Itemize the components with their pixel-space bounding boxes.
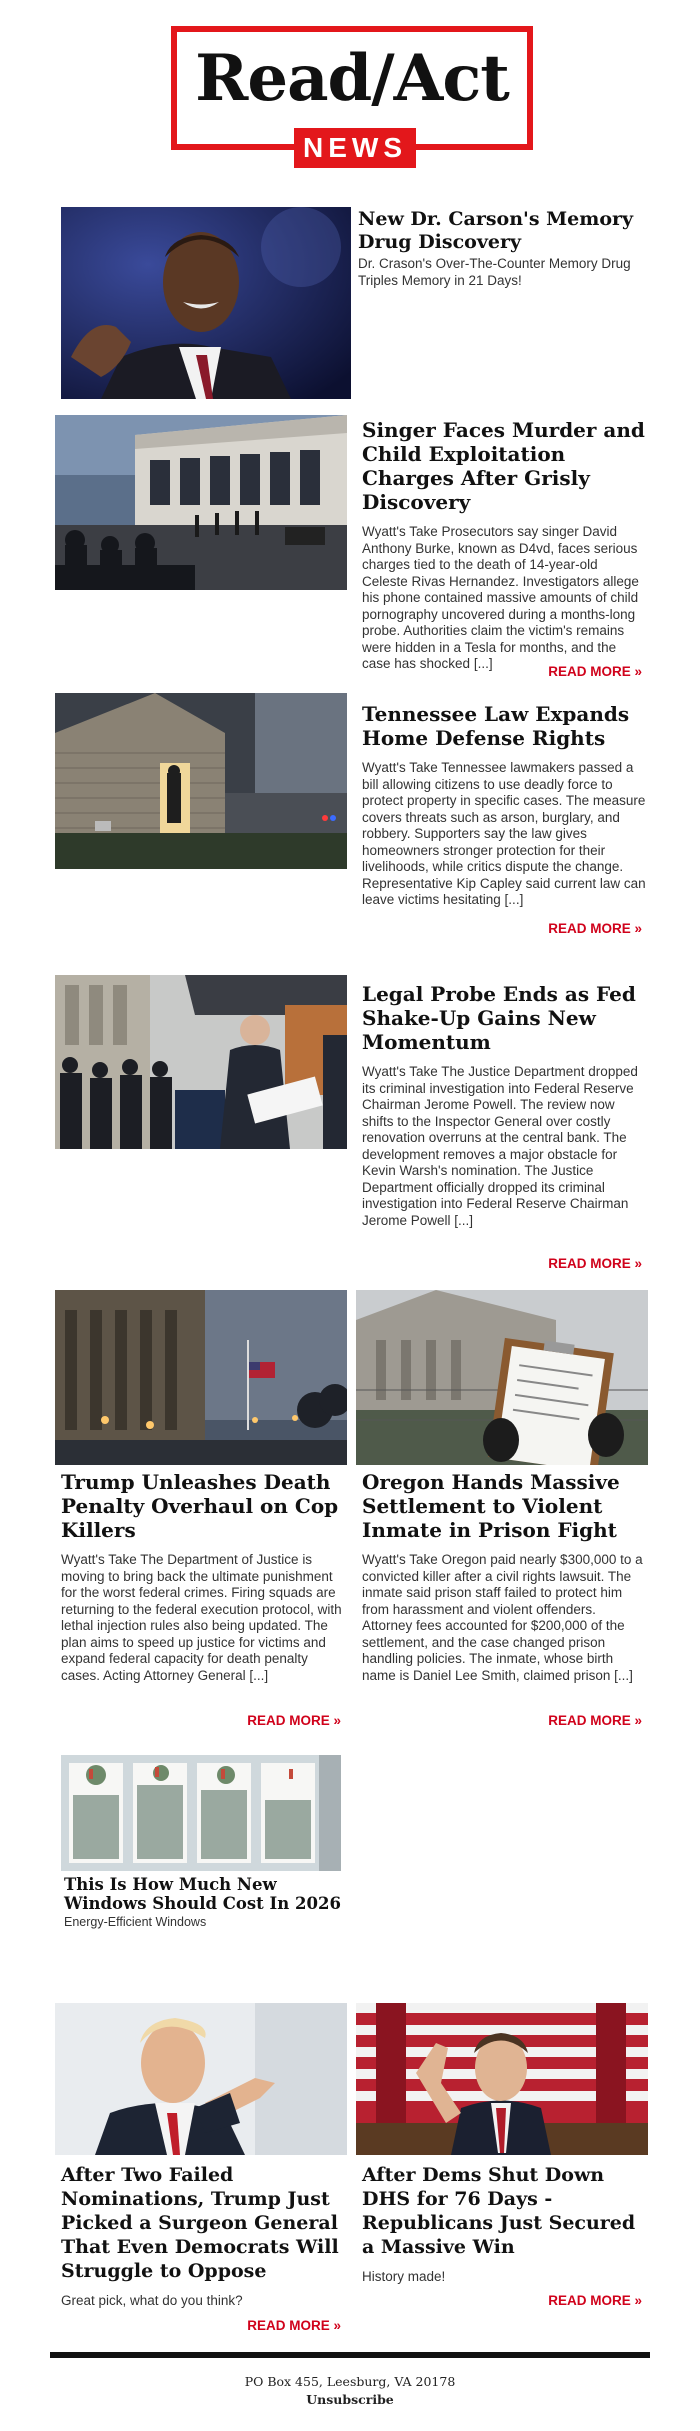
article-title[interactable]: After Dems Shut Down DHS for 76 Days - Republicans Just Secured a Massive Win — [362, 2164, 636, 2258]
sponsored-title[interactable]: New Dr. Carson's Memory Drug Discovery — [358, 208, 634, 253]
article-image-clipboard[interactable] — [356, 1290, 648, 1465]
unsubscribe-link[interactable]: Unsubscribe — [306, 2392, 394, 2407]
article-image-house-speaker[interactable] — [356, 2003, 648, 2155]
article-body: History made! — [362, 2269, 446, 2284]
article-body: Wyatt's Take Prosecutors say singer David Anthony Burke, known as D4vd, faces serious charges tied to the death of 14-year-old Celeste Rivas Hernandez. Investigators allege his phone contained massive amounts of child pornography uncovered during a months-long probe. Authorities claim the victim's remains were hidden in a Tesla for months, and the case has shocked [...] — [362, 524, 639, 671]
article-title[interactable]: Trump Unleashes Death Penalty Overhaul on Cop Killers — [61, 1470, 339, 1542]
article-body: Great pick, what do you think? — [61, 2293, 243, 2308]
read-more-link[interactable]: READ MORE » — [247, 1713, 341, 1728]
article-image-press-conference[interactable] — [55, 975, 347, 1149]
read-more-link[interactable]: READ MORE » — [548, 921, 642, 936]
article-image-home-door[interactable] — [55, 693, 347, 869]
article-title[interactable]: Tennessee Law Expands Home Defense Rights — [362, 702, 630, 750]
article-title[interactable]: Oregon Hands Massive Settlement to Violent Inmate in Prison Fight — [362, 1470, 620, 1542]
footer-address: PO Box 455, Leesburg, VA 20178 — [244, 2374, 456, 2389]
sponsored-description: Energy-Efficient Windows — [64, 1915, 207, 1929]
read-more-link[interactable]: READ MORE » — [548, 1713, 642, 1728]
brand-logo[interactable] — [171, 26, 533, 163]
article-body: Wyatt's Take The Department of Justice is moving to bring back the ultimate punishment for the worst federal crimes. Firing squads are returning to the federal execution protocol, with lethal injection rules also being updated. The plan aims to speed up justice for victims and expand federal capacity for death penalty cases. Acting Attorney General [...] — [61, 1552, 342, 1683]
article-body: Wyatt's Take The Justice Department dropped its criminal investigation into Federal Reserve Chairman Jerome Powell. The review now shifts to the Inspector General over costly renovation overruns at the central bank. The development removes a major obstacle for Kevin Warsh's nomination. The Justice Department officially dropped its criminal investigation into Federal Reserve Chairman Jerome Powell [...] — [362, 1064, 638, 1228]
sponsored-carson-image[interactable] — [61, 207, 351, 399]
article-title[interactable]: Singer Faces Murder and Child Exploitation Charges After Grisly Discovery — [362, 418, 645, 514]
article-body: Wyatt's Take Tennessee lawmakers passed a bill allowing citizens to use deadly force to protect property in specific cases. The measure covers threats such as arson, burglary, and robbery. Supporters say the law gives homeowners stronger protection for their livelihoods, while critics dispute the change. Representative Kip Capley said current law can leave victims hesitating [...] — [362, 760, 646, 907]
article-title[interactable]: After Two Failed Nominations, Trump Just Picked a Surgeon General That Even Democrats Will Struggle to Oppose — [61, 2164, 339, 2282]
article-image-courthouse[interactable] — [55, 415, 347, 590]
article-title[interactable]: Legal Probe Ends as Fed Shake-Up Gains New Momentum — [362, 982, 636, 1054]
footer-divider — [50, 2352, 650, 2358]
read-more-link[interactable]: READ MORE » — [548, 1256, 642, 1271]
article-image-justice-building[interactable] — [55, 1290, 347, 1465]
read-more-link[interactable]: READ MORE » — [247, 2318, 341, 2333]
read-more-link[interactable]: READ MORE » — [548, 2293, 642, 2308]
read-more-link[interactable]: READ MORE » — [548, 664, 642, 679]
sponsored-windows-image[interactable] — [61, 1755, 341, 1871]
article-body: Wyatt's Take Oregon paid nearly $300,000 to a convicted killer after a civil rights lawsuit. The inmate said prison staff failed to protect him from harassment and violent offenders. Attorney fees accounted for $200,000 of the settlement, and the case changed prison handling policies. The inmate, whose birth name is Daniel Lee Smith, claimed prison [...] — [362, 1552, 643, 1683]
sponsored-description: Dr. Crason's Over-The-Counter Memory Drug Triples Memory in 21 Days! — [358, 256, 631, 288]
article-image-trump-pointing[interactable] — [55, 2003, 347, 2155]
brand-name: Read/Act — [195, 41, 509, 116]
brand-tag: NEWS — [294, 128, 416, 168]
sponsored-title[interactable]: This Is How Much New Windows Should Cost In 2026 — [64, 1875, 341, 1913]
